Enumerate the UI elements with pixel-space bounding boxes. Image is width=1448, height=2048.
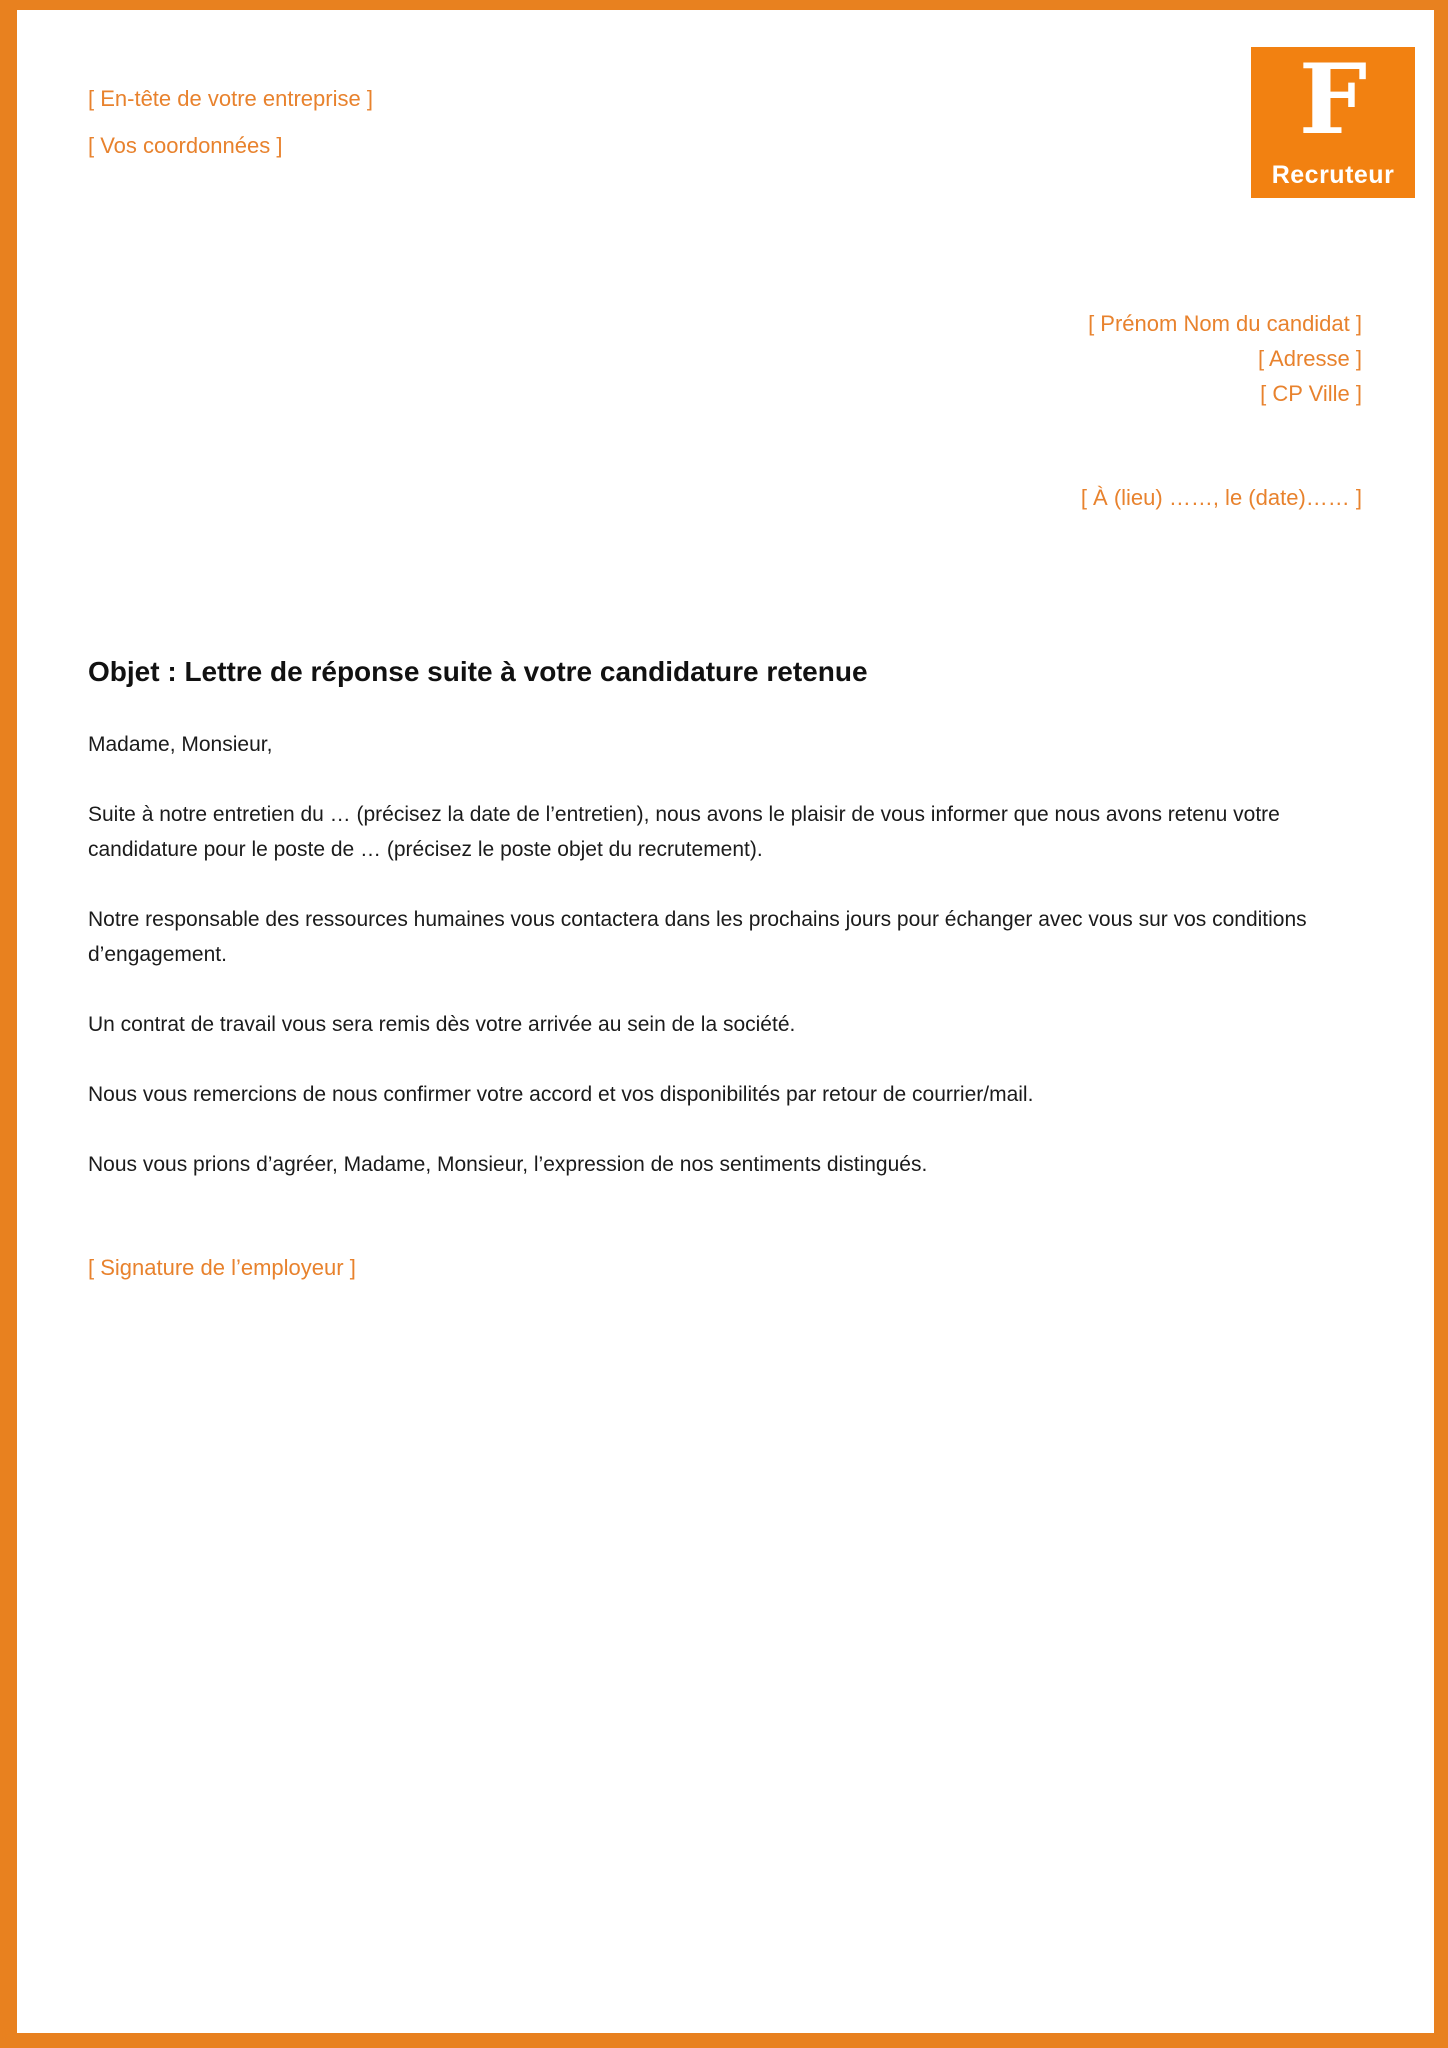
figaro-recruteur-logo (1251, 43, 1415, 198)
paragraph-contract: Un contrat de travail vous sera remis dès votre arrivée au sein de la société. (88, 1013, 796, 1036)
letter-body (88, 652, 1368, 1283)
candidate-name-placeholder: [ Prénom Nom du candidat ] (1088, 311, 1362, 336)
salutation: Madame, Monsieur, (88, 733, 273, 756)
subject-line: Objet : Lettre de réponse suite à votre candidature retenue (88, 656, 868, 687)
figaro-f-icon: F (1298, 43, 1368, 156)
paragraph-closing-formula: Nous vous prions d’agréer, Madame, Monsieur, l’expression de nos sentiments distingués. (88, 1153, 928, 1176)
company-contact-placeholder: [ Vos coordonnées ] (88, 133, 283, 158)
company-name-placeholder: [ En-tête de votre entreprise ] (88, 86, 373, 111)
paragraph-interview-result: Suite à notre entretien du … (précisez la date de l’entretien), nous avons le plaisir de vous informer que nous avons retenu votre candidature pour le poste de … (précisez le poste objet du recrutement). (88, 803, 1280, 861)
paragraph-confirmation-request: Nous vous remercions de nous confirmer votre accord et vos disponibilités par retour de courrier/mail. (88, 1083, 1034, 1106)
place-date-placeholder: [ À (lieu) ……, le (date)…… ] (1080, 485, 1362, 510)
candidate-address-placeholder: [ Adresse ] (1258, 346, 1362, 371)
recipient-block (1088, 306, 1362, 411)
paragraph-hr-contact: Notre responsable des ressources humaines vous contactera dans les prochains jours pour échanger avec vous sur vos conditions d’engagement. (88, 908, 1307, 966)
company-header-block (88, 84, 373, 161)
logo-label: Recruteur (1271, 161, 1395, 189)
candidate-city-placeholder: [ CP Ville ] (1260, 381, 1362, 406)
employer-signature-placeholder: [ Signature de l’employeur ] (88, 1255, 356, 1280)
